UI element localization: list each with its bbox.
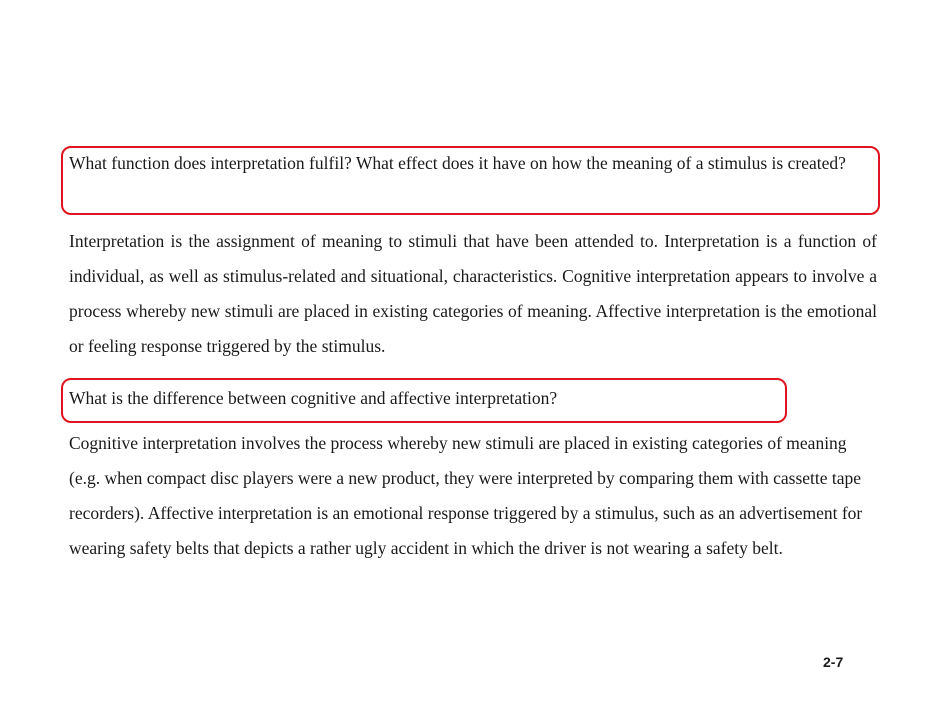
page-number: 2-7 [823, 654, 844, 670]
question-2-text: What is the difference between cognitive and affective interpretation? [69, 388, 558, 408]
answer-2-text: Cognitive interpretation involves the process whereby new stimuli are placed in existing categories of meaning (e.g. when compact disc players were a new product, they were interpreted by comparing them with cassette tape recorders). Affective interpretation is an emotional response triggered by a stimulus, such as an advertisement for wearing safety belts that depicts a rather ugly accident in which the driver is not wearing a safety belt. [69, 433, 863, 558]
answer-1-text: Interpretation is the assignment of meaning to stimuli that have been attended to. Interpretation is a function of individual, as well as stimulus-related and situational, characteristics. Cognitive interpretation appears to involve a process whereby new stimuli are placed in existing categories of meaning. Affective interpretation is the emotional or feeling response triggered by the stimulus. [69, 231, 877, 356]
question-1-text: What function does interpretation fulfil? What effect does it have on how the meaning of a stimulus is created? [69, 153, 846, 173]
